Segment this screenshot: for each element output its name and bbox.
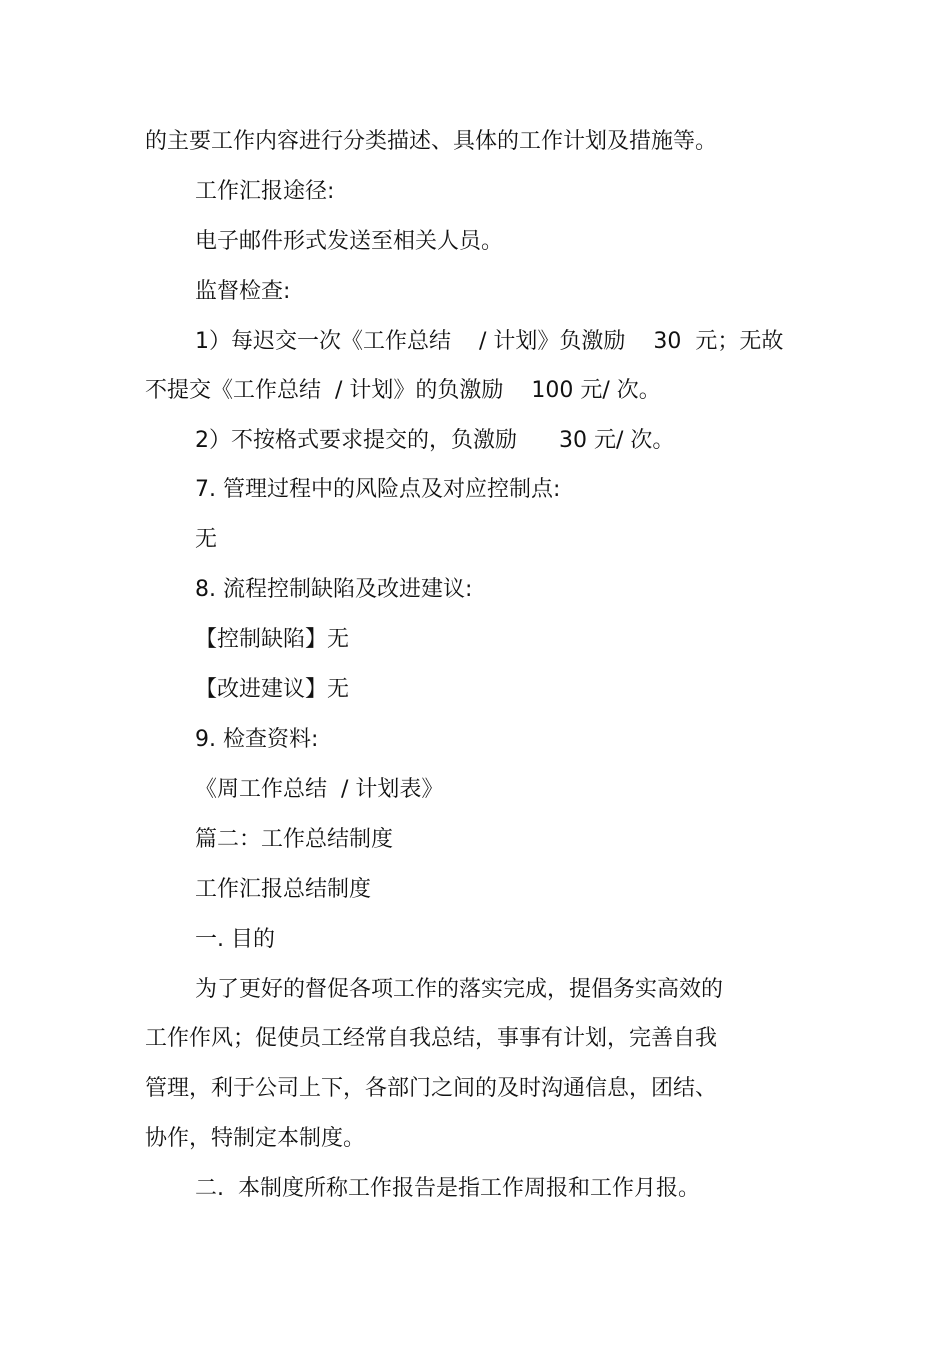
section-heading: 一. 目的	[195, 927, 275, 952]
paragraph-line: 监督检查:	[195, 279, 291, 304]
paragraph-line: 协作，特制定本制度。	[145, 1126, 366, 1151]
paragraph-line: 为了更好的督促各项工作的落实完成，提倡务实高效的	[195, 977, 724, 1002]
paragraph-line: 电子邮件形式发送至相关人员。	[195, 229, 504, 254]
section-heading: 7. 管理过程中的风险点及对应控制点:	[195, 477, 561, 502]
section-heading: 篇二：工作总结制度	[195, 827, 394, 852]
paragraph-line: 不提交《工作总结 / 计划》的负激励 100 元/ 次。	[145, 378, 661, 403]
paragraph-line: 工作作风；促使员工经常自我总结，事事有计划，完善自我	[145, 1026, 718, 1051]
section-heading: 9. 检查资料:	[195, 727, 319, 752]
paragraph-line: 工作汇报途径:	[195, 179, 335, 204]
paragraph-line: 的主要工作内容进行分类描述、具体的工作计划及措施等。	[145, 129, 718, 154]
paragraph-line: 1）每迟交一次《工作总结 / 计划》负激励 30 元；无故	[195, 329, 784, 354]
section-heading: 8. 流程控制缺陷及改进建议:	[195, 577, 473, 602]
paragraph-line: 管理，利于公司上下，各部门之间的及时沟通信息，团结、	[145, 1076, 718, 1101]
paragraph-line: 无	[195, 527, 218, 552]
paragraph-line: 【控制缺陷】无	[195, 627, 350, 652]
document-title: 工作汇报总结制度	[195, 877, 372, 902]
section-heading: 二. 本制度所称工作报告是指工作周报和工作月报。	[195, 1176, 700, 1201]
paragraph-line: 《周工作总结 / 计划表》	[195, 777, 444, 802]
paragraph-line: 【改进建议】无	[195, 677, 350, 702]
paragraph-line: 2）不按格式要求提交的，负激励 30 元/ 次。	[195, 428, 675, 453]
